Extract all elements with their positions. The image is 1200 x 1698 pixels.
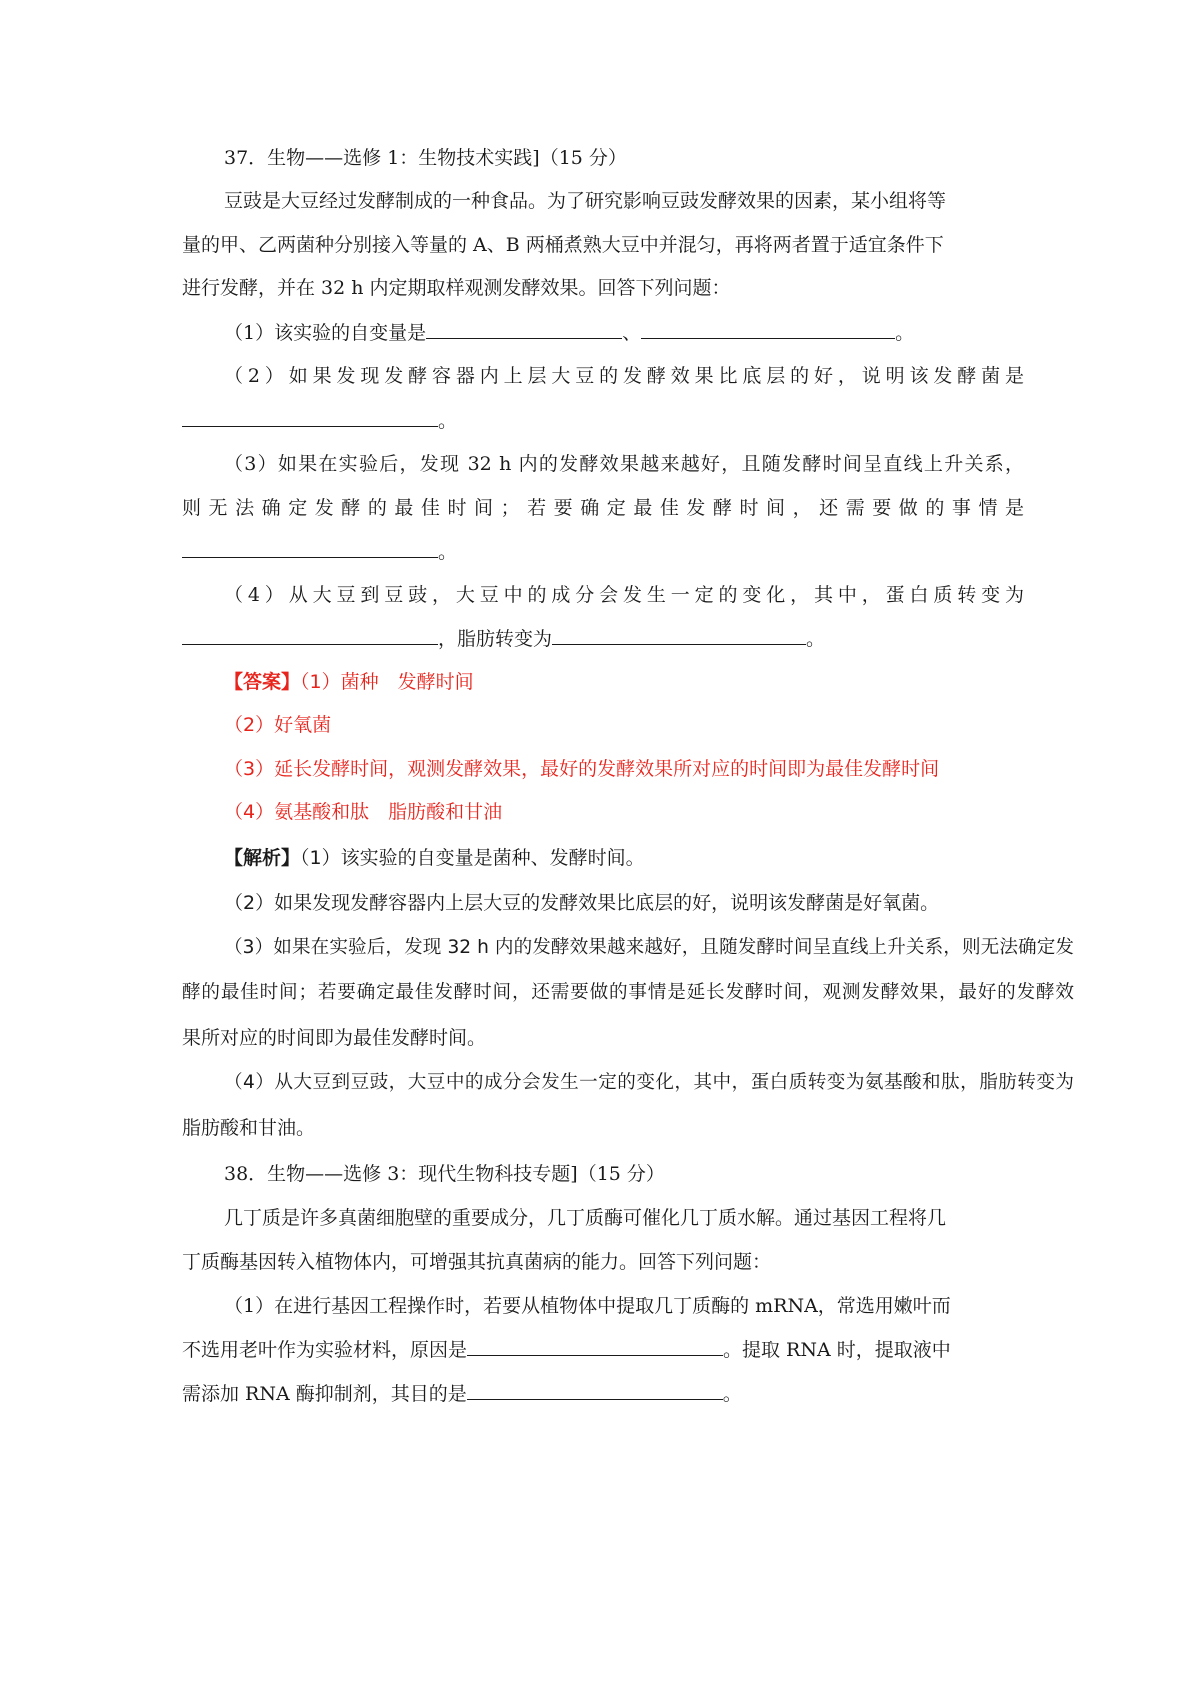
q37-intro-line-3: 进行发酵，并在 32 h 内定期取样观测发酵效果。回答下列问题： [182, 277, 731, 299]
q37-sub4-line-1: （4）从大豆到豆豉，大豆中的成分会发生一定的变化，其中，蛋白质转变为 [224, 584, 1024, 606]
q37-title: 37．生物——选修 1：生物技术实践]（15 分） [224, 147, 627, 169]
answer-4: （4）氨基酸和肽 脂肪酸和甘油 [224, 801, 503, 823]
answer-2: （2）好氧菌 [224, 714, 332, 736]
q38-intro-line-2: 丁质酶基因转入植物体内，可增强其抗真菌病的能力。回答下列问题： [182, 1251, 772, 1273]
q37-intro-line-2: 量的甲、乙两菌种分别接入等量的 A、B 两桶煮熟大豆中并混匀，再将两者置于适宜条件下 [182, 234, 944, 256]
answer-blank [182, 626, 438, 645]
answer-label: 【答案】 [224, 671, 301, 693]
analysis-3-line-2: 酵的最佳时间；若要确定最佳发酵时间，还需要做的事情是延长发酵时间，观测发酵效果，最好的发酵效 [182, 982, 1074, 1003]
q37-sub1-sep: 、 [622, 322, 642, 344]
q38-sub1-end: 。 [722, 1383, 742, 1405]
q37-intro-line-1: 豆豉是大豆经过发酵制成的一种食品。为了研究影响豆豉发酵效果的因素，某小组将等 [224, 190, 947, 212]
q37-sub3-end: 。 [438, 541, 458, 563]
answer-blank [182, 539, 438, 558]
q38-sub1-line-3 [182, 1381, 742, 1406]
q38-sub1-text-a: 不选用老叶作为实验材料，原因是 [182, 1339, 468, 1361]
analysis-label: 【解析】 [224, 847, 301, 869]
q38-intro-line-1: 几丁质是许多真菌细胞壁的重要成分，几丁质酶可催化几丁质水解。通过基因工程将几 [224, 1207, 947, 1229]
q38-title: 38．生物——选修 3：现代生物科技专题]（15 分） [224, 1163, 665, 1185]
q38-sub1-line-2 [182, 1337, 951, 1362]
q37-sub4-mid: ，脂肪转变为 [438, 628, 553, 650]
answer-blank [467, 1381, 723, 1400]
analysis-line-1 [224, 846, 645, 870]
q37-sub2-end: 。 [438, 410, 458, 432]
answer-blank [641, 320, 895, 339]
q37-sub1-end: 。 [895, 322, 915, 344]
q37-sub1-text: （1）该实验的自变量是 [224, 322, 427, 344]
q37-sub3-blank-line [182, 539, 457, 564]
q37-sub3-line-1: （3）如果在实验后，发现 32 h 内的发酵效果越来越好，且随发酵时间呈直线上升关系， [224, 453, 1024, 475]
answer-3: （3）延长发酵时间，观测发酵效果，最好的发酵效果所对应的时间即为最佳发酵时间 [224, 758, 940, 780]
answer-line-1 [224, 670, 474, 694]
q37-sub4-end: 。 [806, 628, 826, 650]
q37-sub1 [224, 320, 914, 345]
q38-sub1-text-c: 需添加 RNA 酶抑制剂，其目的是 [182, 1383, 467, 1405]
q38-sub1-text-b: 。提取 RNA 时，提取液中 [723, 1339, 951, 1361]
analysis-1: （1）该实验的自变量是菌种、发酵时间。 [300, 847, 645, 869]
answer-1: （1）菌种 发酵时间 [300, 671, 474, 693]
analysis-2: （2）如果发现发酵容器内上层大豆的发酵效果比底层的好，说明该发酵菌是好氧菌。 [224, 892, 940, 914]
q37-sub2-blank-line [182, 408, 457, 433]
answer-blank [552, 626, 806, 645]
answer-blank [426, 320, 622, 339]
analysis-3-line-1: （3）如果在实验后，发现 32 h 内的发酵效果越来越好，且随发酵时间呈直线上升关系，则无法确定发 [224, 937, 1074, 958]
answer-blank [182, 408, 438, 427]
analysis-4-line-2: 脂肪酸和甘油。 [182, 1117, 316, 1139]
q37-sub2: （2）如果发现发酵容器内上层大豆的发酵效果比底层的好，说明该发酵菌是 [224, 365, 1024, 387]
q37-sub4-line-2 [182, 626, 825, 651]
answer-blank [467, 1337, 723, 1356]
analysis-4-line-1: （4）从大豆到豆豉，大豆中的成分会发生一定的变化，其中，蛋白质转变为氨基酸和肽，脂肪转变为 [224, 1072, 1074, 1093]
q38-sub1-line-1: （1）在进行基因工程操作时，若要从植物体中提取几丁质酶的 mRNA，常选用嫩叶而 [224, 1295, 951, 1317]
q37-sub3-line-2: 则无法确定发酵的最佳时间；若要确定最佳发酵时间，还需要做的事情是 [182, 497, 1024, 519]
analysis-3-line-3: 果所对应的时间即为最佳发酵时间。 [182, 1027, 487, 1049]
